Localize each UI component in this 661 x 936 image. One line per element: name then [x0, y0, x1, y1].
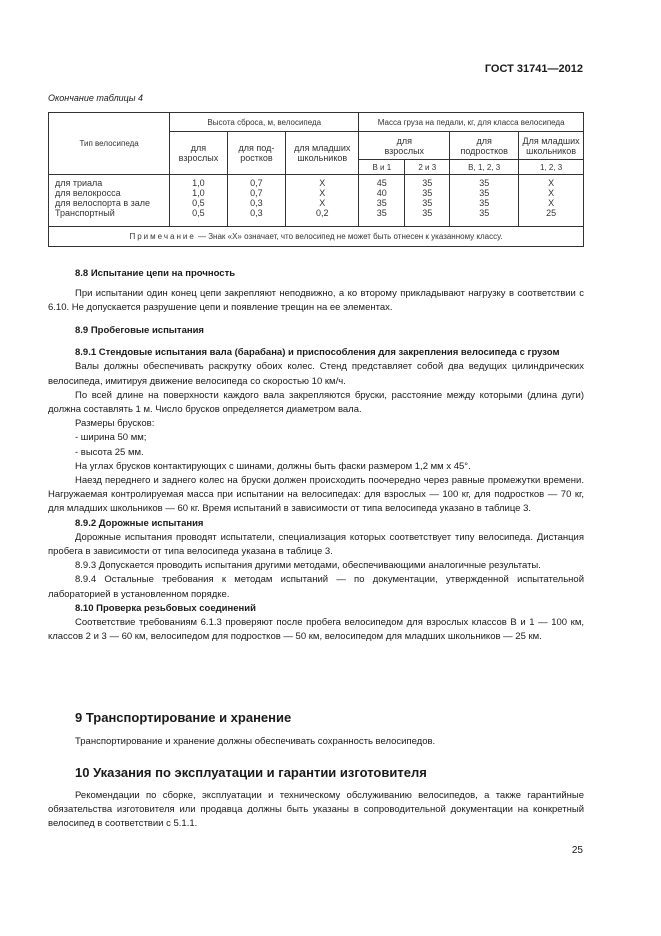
section-9-heading: 9 Транспортирование и хранение [75, 710, 292, 725]
col-header-class: 1, 2, 3 [519, 160, 584, 175]
paragraph: Наезд переднего и заднего колес на бруски должен происходить поочередно через равные промежутки времени. Нагружаемая контролируемая масса при испытании на велосипедах: для взрослых — 100 кг, для подростков — 70 кг, для младших школьников — 60 кг. Время испытаний в зависимости от типа велосипеда указано в таблице 3. [48, 475, 584, 515]
section-10 [48, 789, 584, 832]
table-cell: 35 35 35 35 [450, 175, 519, 227]
section-title: 8.9 Пробеговые испытания [75, 325, 204, 336]
paragraph: На углах брусков контактирующих с шинами, должны быть фаски размером 1,2 мм х 45°. [75, 460, 471, 472]
page-number: 25 [571, 845, 583, 856]
col-header-class: В и 1 [359, 160, 405, 175]
paragraph: Транспортирование и хранение должны обеспечивать сохранность велосипедов. [75, 736, 436, 747]
col-header-class: 2 и 3 [405, 160, 450, 175]
table-cell: 1,0 1,0 0,5 0,5 [170, 175, 227, 227]
paragraph: - ширина 50 мм; [75, 432, 147, 444]
col-header-drop-height: Высота сброса, м, велосипеда [170, 113, 359, 132]
section-8-9 [48, 324, 584, 644]
section-title: 8.8 Испытание цепи на прочность [75, 268, 236, 279]
document-id: ГОСТ 31741—2012 [484, 63, 583, 75]
col-header-mass-adults: для взрослых [359, 132, 450, 160]
col-header-load-mass: Масса груза на педали, кг, для класса велосипеда [359, 113, 584, 132]
col-header-mass-teens: для подростков [450, 132, 519, 160]
col-header-drop-juniors: для младших школьников [286, 132, 359, 175]
table-4 [48, 112, 584, 247]
paragraph: 8.9.4 Остальные требования к методам испытаний — по документации, утвержденной испытательной лабораторией в установленном порядке. [48, 574, 584, 600]
table-note: Примечание — Знак «Х» означает, что велосипед не может быть отнесен к указанному классу. [49, 227, 584, 247]
table-cell: X X X 0,2 [286, 175, 359, 227]
table-cell: X X X 25 [519, 175, 584, 227]
subsection-title: 8.9.1 Стендовые испытания вала (барабана) и приспособления для закрепления велосипеда с грузом [75, 347, 560, 359]
section-9 [48, 735, 584, 749]
paragraph: Валы должны обеспечивать раскрутку обоих колес. Стенд представляет собой два ведущих цилиндрических велосипеда, имитируя движение велосипеда со скоростью 10 км/ч. [48, 361, 584, 387]
paragraph: При испытании один конец цепи закрепляют неподвижно, а ко второму прикладывают нагрузку в соответствии с 6.10. Не допускается разрушение цепи и появление трещин на ее элементах. [48, 288, 584, 314]
paragraph: - высота 25 мм. [75, 446, 144, 458]
subsection-title: 8.9.2 Дорожные испытания [75, 517, 204, 529]
col-header-mass-juniors: Для младших школьников [519, 132, 584, 160]
section-8-8 [48, 267, 584, 316]
col-header-type: Тип велосипеда [49, 113, 170, 175]
col-header-drop-adults: для взрослых [170, 132, 227, 175]
col-header-drop-teens: для под- ростков [227, 132, 286, 175]
bicycle-type-list: для триала для велокросса для велоспорта в зале Транспортный [49, 175, 170, 227]
table-cell: 0,7 0,7 0,3 0,3 [227, 175, 286, 227]
section-title: 8.10 Проверка резьбовых соединений [75, 602, 256, 614]
section-10-heading: 10 Указания по эксплуатации и гарантии изготовителя [75, 765, 427, 780]
paragraph: Дорожные испытания проводят испытатели, специализация которых соответствует типу велосипеда. Дистанция пробега в зависимости от типа велосипеда указана в таблице 3. [48, 531, 584, 558]
paragraph: 8.9.3 Допускается проводить испытания другими методами, обеспечивающими аналогичные результаты. [75, 560, 541, 572]
paragraph: Соответствие требованиям 6.1.3 проверяют после пробега велосипедом для взрослых классов В и 1 — 100 км, классов 2 и 3 — 60 км, велосипедом для подростков — 50 км, велосипедом для младших школьников — 25 км. [48, 617, 584, 643]
table-cell: 45 40 35 35 [359, 175, 405, 227]
paragraph: Размеры брусков: [75, 418, 155, 430]
table-cell: 35 35 35 35 [405, 175, 450, 227]
paragraph: Рекомендации по сборке, эксплуатации и техническому обслуживанию велосипедов, а также гарантийные обязательства изготовителя или продавца должны быть указаны в сопроводительной документации на конкретный велосипед в соответствии с 5.1.1. [48, 790, 584, 830]
table-caption: Окончание таблицы 4 [48, 93, 143, 103]
col-header-class: В, 1, 2, 3 [450, 160, 519, 175]
paragraph: По всей длине на поверхности каждого вала закрепляются бруски, расстояние между которыми (длина дуги) должна составлять 1 м. Число брусков определяется диаметром вала. [48, 389, 584, 416]
